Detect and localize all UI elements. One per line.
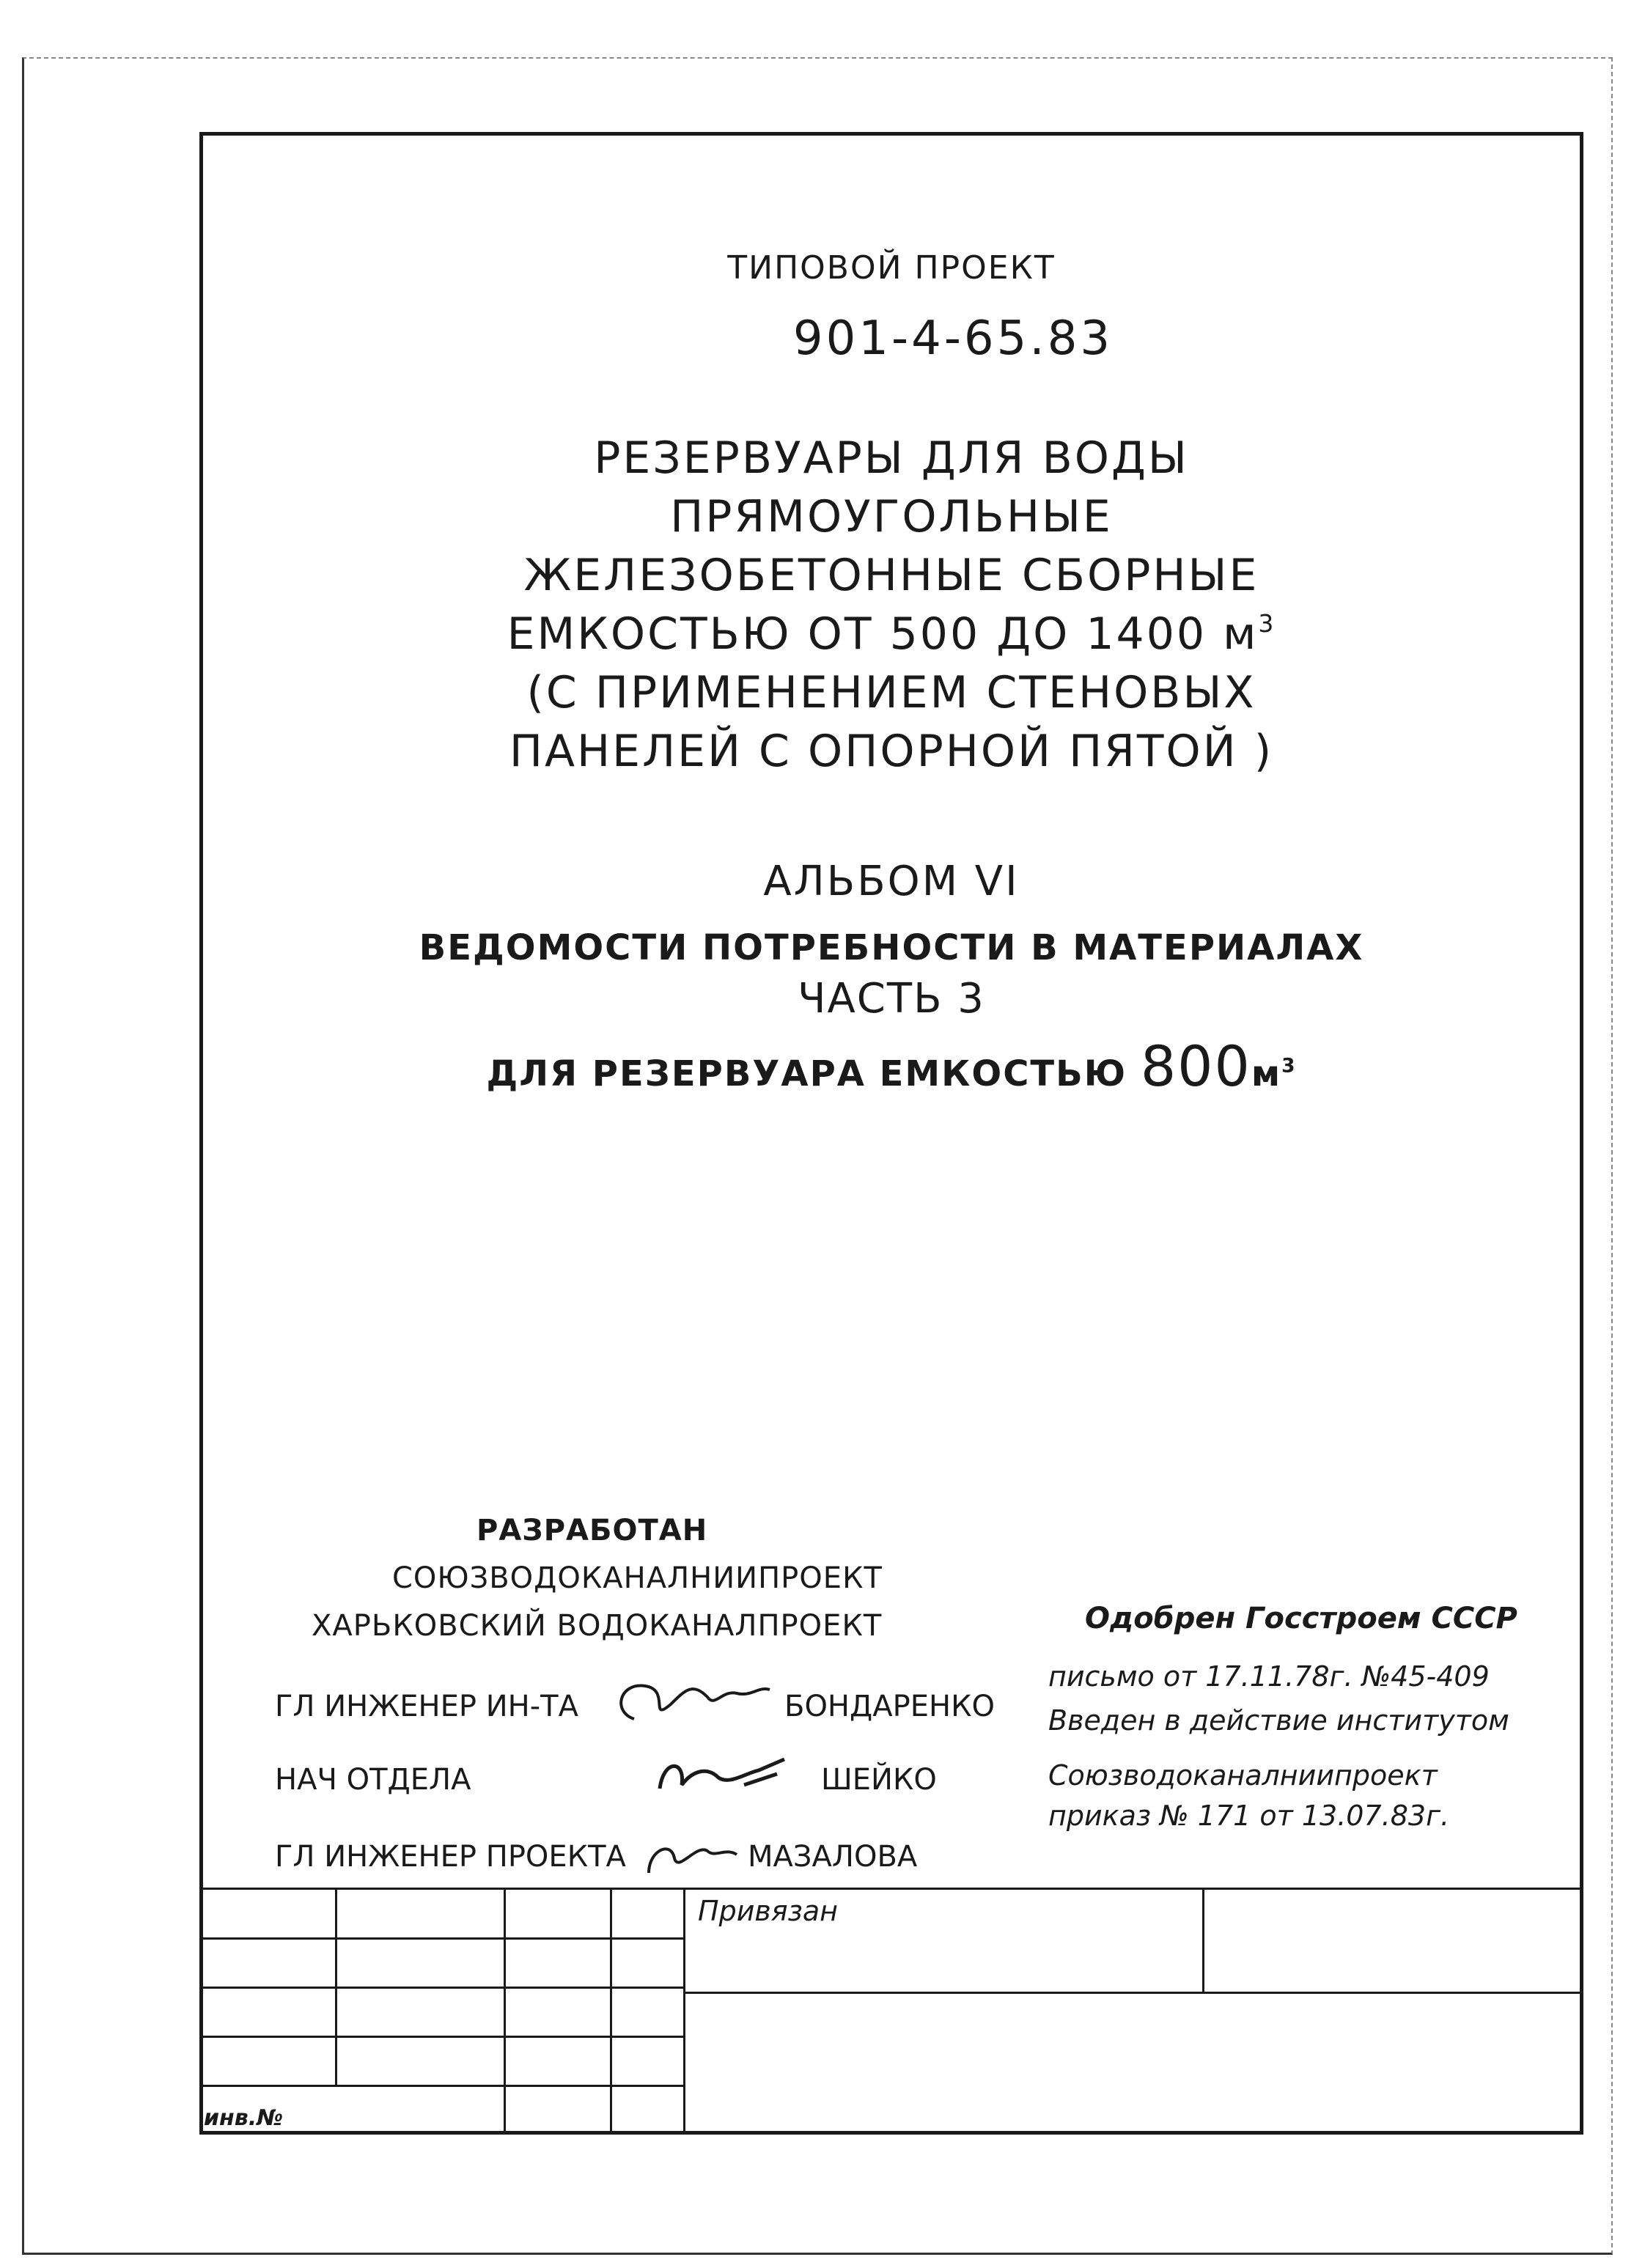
signature-name: БОНДАРЕНКО <box>784 1690 995 1723</box>
album-subject: ВЕДОМОСТИ ПОТРЕБНОСТИ В МАТЕРИАЛАХ <box>419 927 1364 968</box>
signature-name: МАЗАЛОВА <box>748 1840 918 1874</box>
approval-line-5: приказ № 171 от 13.07.83г. <box>1048 1800 1450 1832</box>
title-unit-sup: 3 <box>1258 608 1276 638</box>
handwritten-signature-icon <box>641 1825 744 1884</box>
approval-line-4: Союзводоканалниипроект <box>1048 1759 1438 1792</box>
attached-label: Привязан <box>698 1895 838 1927</box>
signature-role: НАЧ ОТДЕЛА <box>275 1763 471 1797</box>
signature-name: ШЕЙКО <box>821 1763 937 1797</box>
inventory-label: инв.№ <box>204 2105 284 2131</box>
title-line-4 <box>199 608 1583 660</box>
approval-line-2: письмо от 17.11.78г. №45-409 <box>1048 1660 1490 1693</box>
album-part: ЧАСТЬ 3 <box>798 975 985 1023</box>
signature-role: ГЛ ИНЖЕНЕР ПРОЕКТА <box>275 1840 626 1874</box>
approval-line-3: Введен в действие институтом <box>1048 1704 1509 1737</box>
handwritten-signature-icon <box>605 1668 773 1734</box>
stamp-line <box>199 1888 1583 1890</box>
stamp-line <box>1202 1888 1204 1992</box>
stamp-line <box>610 1888 612 2135</box>
stamp-line <box>335 1888 337 2085</box>
project-number: 901-4-65.83 <box>792 312 1114 366</box>
title-line-2: ПРЯМОУГОЛЬНЫЕ <box>670 491 1113 542</box>
title-line-1: РЕЗЕРВУАРЫ ДЛЯ ВОДЫ <box>594 432 1189 484</box>
title-line-3: ЖЕЛЕЗОБЕТОННЫЕ СБОРНЫЕ <box>523 550 1259 601</box>
project-type-label: ТИПОВОЙ ПРОЕКТ <box>727 249 1056 287</box>
album-capacity: 800 <box>1140 1034 1251 1099</box>
developer-org-2: ХАРЬКОВСКИЙ ВОДОКАНАЛПРОЕКТ <box>312 1609 883 1643</box>
handwritten-signature-icon <box>649 1745 795 1803</box>
album-capacity-sup: 3 <box>1281 1054 1297 1078</box>
stamp-line <box>504 1888 506 2135</box>
approval-line-1: Одобрен Госстроем СССР <box>1085 1602 1517 1635</box>
developer-org-1: СОЮЗВОДОКАНАЛНИИПРОЕКТ <box>392 1561 883 1595</box>
title-line-5: (С ПРИМЕНЕНИЕМ СТЕНОВЫХ <box>526 667 1256 718</box>
developer-heading: РАЗРАБОТАН <box>476 1514 708 1547</box>
signature-role: ГЛ ИНЖЕНЕР ИН-ТА <box>275 1690 578 1723</box>
title-stamp-block <box>199 1888 1583 2135</box>
album-name: АЛЬБОМ VI <box>763 858 1020 905</box>
stamp-line <box>683 1888 685 2135</box>
stamp-line <box>683 1992 1583 1994</box>
album-capacity-unit: м <box>1251 1053 1282 1094</box>
title-line-6: ПАНЕЛЕЙ С ОПОРНОЙ ПЯТОЙ ) <box>509 726 1274 777</box>
album-capacity-line <box>199 1034 1583 1099</box>
album-for-text: ДЛЯ РЕЗЕРВУАРА ЕМКОСТЬЮ <box>486 1053 1127 1094</box>
title-line-4-text: ЕМКОСТЬЮ ОТ 500 ДО 1400 м <box>507 608 1259 660</box>
